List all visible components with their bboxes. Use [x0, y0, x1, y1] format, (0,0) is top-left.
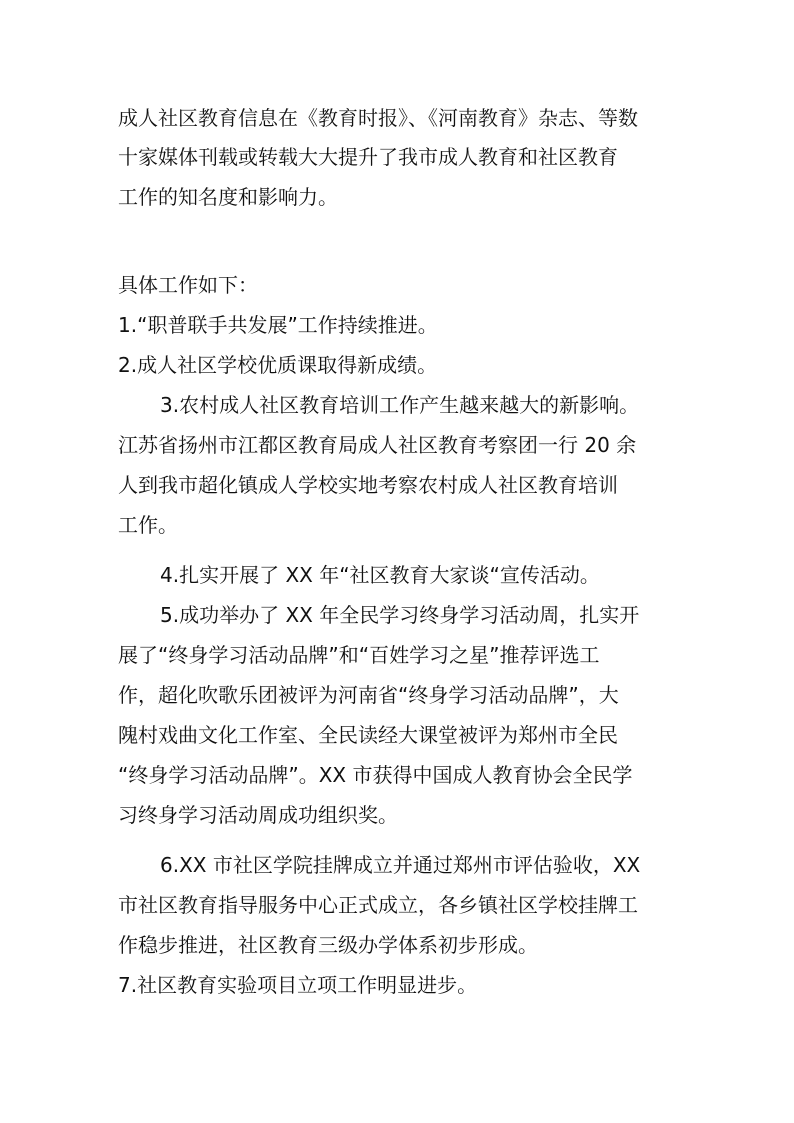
intro-line-1: 成人社区教育信息在《教育时报》、《河南教育》杂志、等数: [118, 106, 638, 130]
item-5-line-6: 习终身学习活动周成功组织奖。: [118, 803, 398, 827]
item-2: 2.成人社区学校优质课取得新成绩。: [118, 353, 438, 377]
item-5-line-2: 展了“终身学习活动品牌”和“百姓学习之星”推荐评选工: [118, 643, 600, 667]
item-4: 4.扎实开展了 XX 年“社区教育大家谈“宣传活动。: [160, 563, 600, 587]
item-5-line-3: 作，超化吹歌乐团被评为河南省“终身学习活动品牌”，大: [118, 683, 619, 707]
section-heading: 具体工作如下：: [118, 273, 258, 297]
item-6-line-2: 市社区教育指导服务中心正式成立，各乡镇社区学校挂牌工: [118, 893, 638, 917]
item-5-line-5: “终身学习活动品牌”。XX 市获得中国成人教育协会全民学: [118, 763, 633, 787]
item-3-line-4: 工作。: [118, 513, 178, 537]
item-7: 7.社区教育实验项目立项工作明显进步。: [118, 973, 478, 997]
intro-line-3: 工作的知名度和影响力。: [118, 185, 338, 209]
item-3-line-1: 3.农村成人社区教育培训工作产生越来越大的新影响。: [160, 393, 640, 417]
item-5-line-4: 隗村戏曲文化工作室、全民读经大课堂被评为郑州市全民: [118, 723, 618, 747]
intro-line-2: 十家媒体刊载或转载大大提升了我市成人教育和社区教育: [118, 145, 618, 169]
item-3-line-2: 江苏省扬州市江都区教育局成人社区教育考察团一行 20 余: [118, 433, 637, 457]
item-6-line-3: 作稳步推进，社区教育三级办学体系初步形成。: [118, 933, 538, 957]
item-5-line-1: 5.成功举办了 XX 年全民学习终身学习活动周，扎实开: [160, 603, 640, 627]
item-1: 1.“职普联手共发展”工作持续推进。: [118, 313, 438, 337]
item-6-line-1: 6.XX 市社区学院挂牌成立并通过郑州市评估验收，XX: [160, 853, 641, 877]
item-3-line-3: 人到我市超化镇成人学校实地考察农村成人社区教育培训: [118, 473, 618, 497]
